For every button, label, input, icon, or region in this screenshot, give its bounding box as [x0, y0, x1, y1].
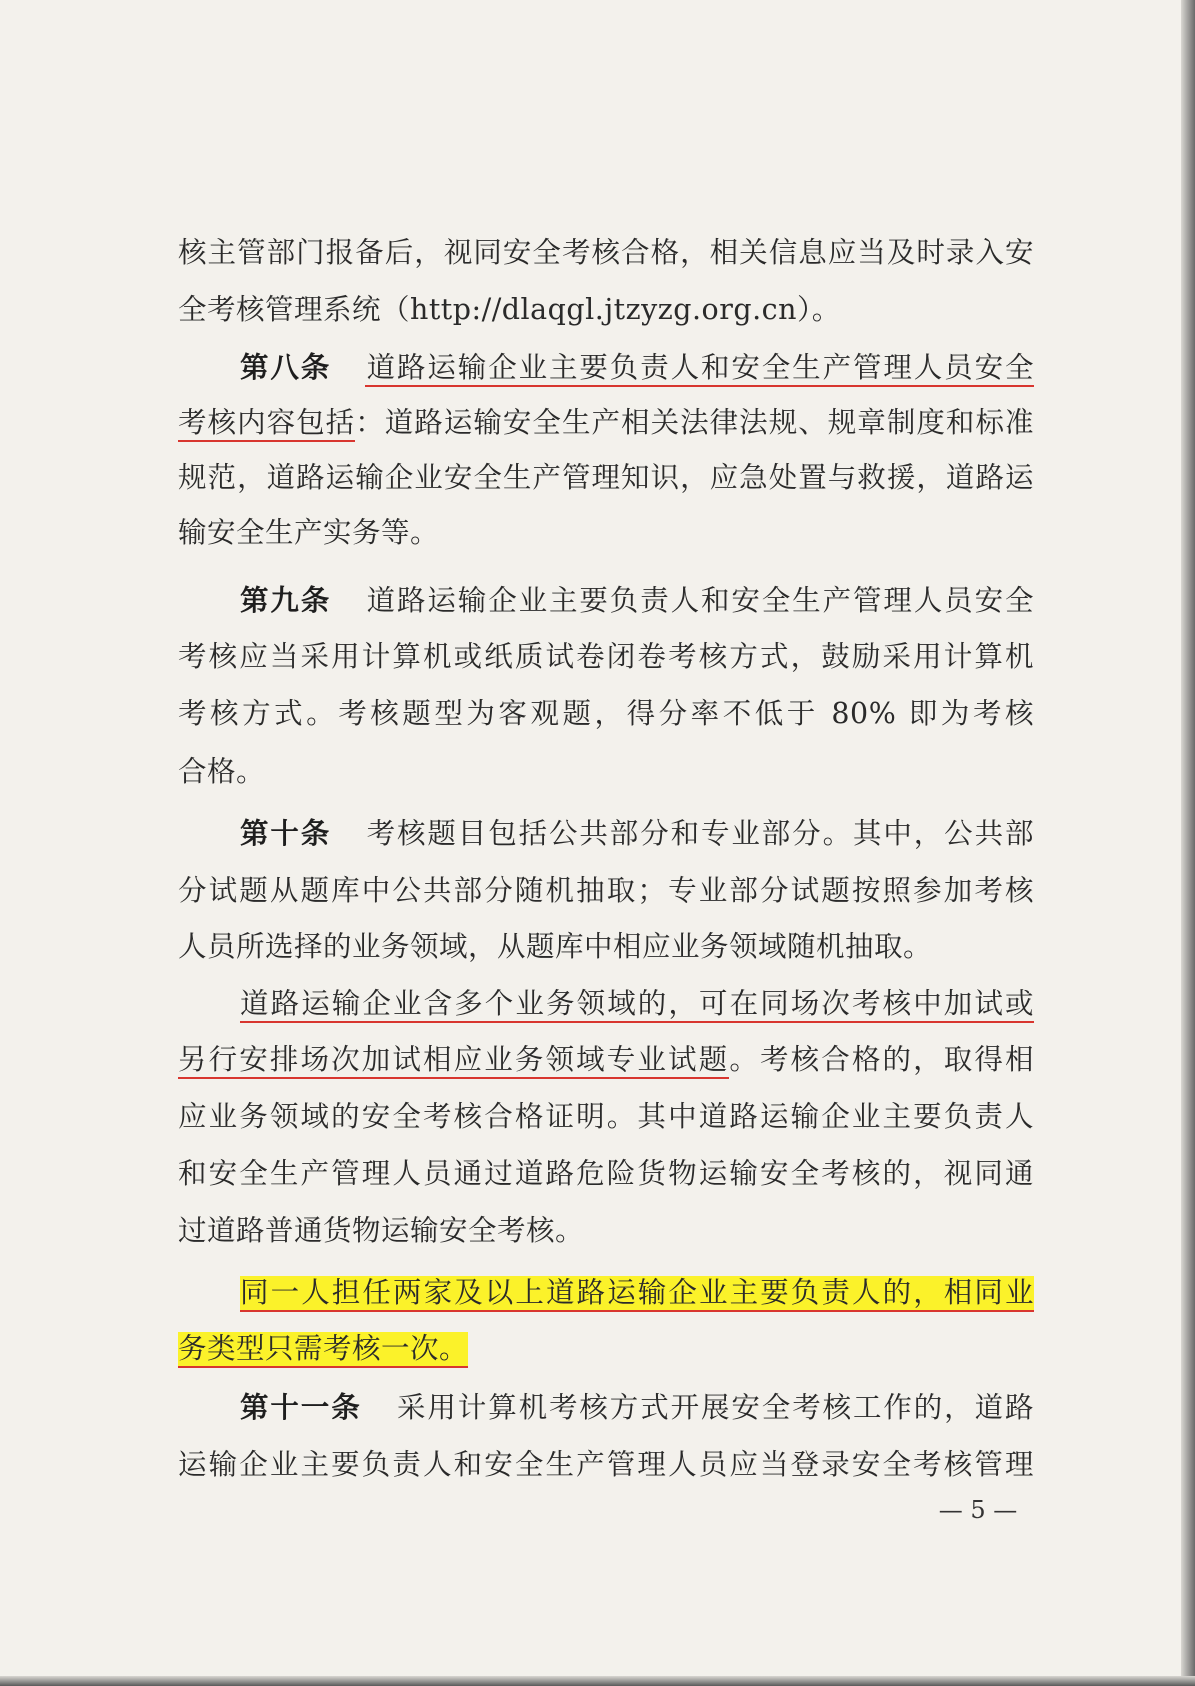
article-9-line-1	[240, 579, 1034, 623]
text-span: 人员所选择的业务领域，从题库中相应业务领域随机抽取。	[178, 930, 933, 963]
text-line	[178, 925, 1034, 969]
scan-edge-bottom	[0, 1676, 1195, 1686]
highlighted-line	[178, 1327, 1034, 1371]
text-line	[178, 1152, 1034, 1196]
text-line	[178, 692, 1034, 736]
underlined-text: 另行安排场次加试相应业务领域专业试题	[178, 1043, 729, 1079]
article-8-line-2	[178, 401, 1034, 445]
text-line	[178, 1209, 1034, 1253]
text-line	[178, 511, 1034, 555]
text-span: 和安全生产管理人员通过道路危险货物运输安全考核的，视同通	[178, 1157, 1034, 1190]
underlined-text: 道路运输企业含多个业务领域的，可在同场次考核中加试或	[240, 987, 1034, 1023]
article-10-line-1	[240, 812, 1034, 856]
text-span: 过道路普通货物运输安全考核。	[178, 1214, 585, 1247]
text-span: 合格。	[178, 755, 266, 788]
text-line	[178, 635, 1034, 679]
paragraph-line	[178, 1038, 1034, 1082]
text-line	[178, 750, 1034, 794]
text-span: 全考核管理系统（http://dlaqgl.jtzyzg.org.cn）。	[178, 293, 841, 326]
text-line	[178, 1095, 1034, 1139]
text-line	[178, 456, 1034, 500]
text-span: 规范，道路运输企业安全生产管理知识，应急处置与救援，道路运	[178, 461, 1034, 494]
text-span: 运输企业主要负责人和安全生产管理人员应当登录安全考核管理	[178, 1448, 1034, 1481]
text-line	[178, 869, 1034, 913]
highlighted-line	[240, 1271, 1034, 1315]
text-span: 。考核合格的，取得相	[729, 1043, 1034, 1076]
text-span: 考核应当采用计算机或纸质试卷闭卷考核方式，鼓励采用计算机	[178, 640, 1034, 673]
text-span: 道路运输企业主要负责人和安全生产管理人员安全	[365, 584, 1034, 617]
text-span: 考核方式。考核题型为客观题，得分率不低于 80% 即为考核	[178, 697, 1034, 730]
article-heading: 第九条	[240, 584, 332, 617]
article-8-line-1	[240, 346, 1034, 390]
highlighted-text: 同一人担任两家及以上道路运输企业主要负责人的，相同业	[240, 1276, 1034, 1312]
article-heading: 第八条	[240, 351, 332, 384]
underlined-text: 道路运输企业主要负责人和安全生产管理人员安全	[365, 351, 1034, 387]
text-span: 输安全生产实务等。	[178, 516, 440, 549]
text-span: 核主管部门报备后，视同安全考核合格，相关信息应当及时录入安	[178, 236, 1034, 269]
page-number: — 5 —	[938, 1496, 1018, 1524]
text-span: 分试题从题库中公共部分随机抽取；专业部分试题按照参加考核	[178, 874, 1034, 907]
text-line	[178, 231, 1034, 275]
article-11-line-1	[240, 1386, 1034, 1430]
text-line	[178, 1443, 1034, 1487]
text-span: 应业务领域的安全考核合格证明。其中道路运输企业主要负责人	[178, 1100, 1034, 1133]
article-heading: 第十条	[240, 817, 332, 850]
text-span: 考核题目包括公共部分和专业部分。其中，公共部	[365, 817, 1034, 850]
text-span: 采用计算机考核方式开展安全考核工作的，道路	[395, 1391, 1034, 1424]
scan-edge-right	[1181, 0, 1195, 1686]
underlined-text: 考核内容包括	[178, 406, 355, 442]
highlighted-text: 务类型只需考核一次。	[178, 1332, 468, 1368]
text-span: ：道路运输安全生产相关法律法规、规章制度和标准	[355, 406, 1034, 439]
article-heading: 第十一条	[240, 1391, 362, 1424]
paragraph-line	[240, 982, 1034, 1026]
text-line	[178, 288, 1034, 332]
